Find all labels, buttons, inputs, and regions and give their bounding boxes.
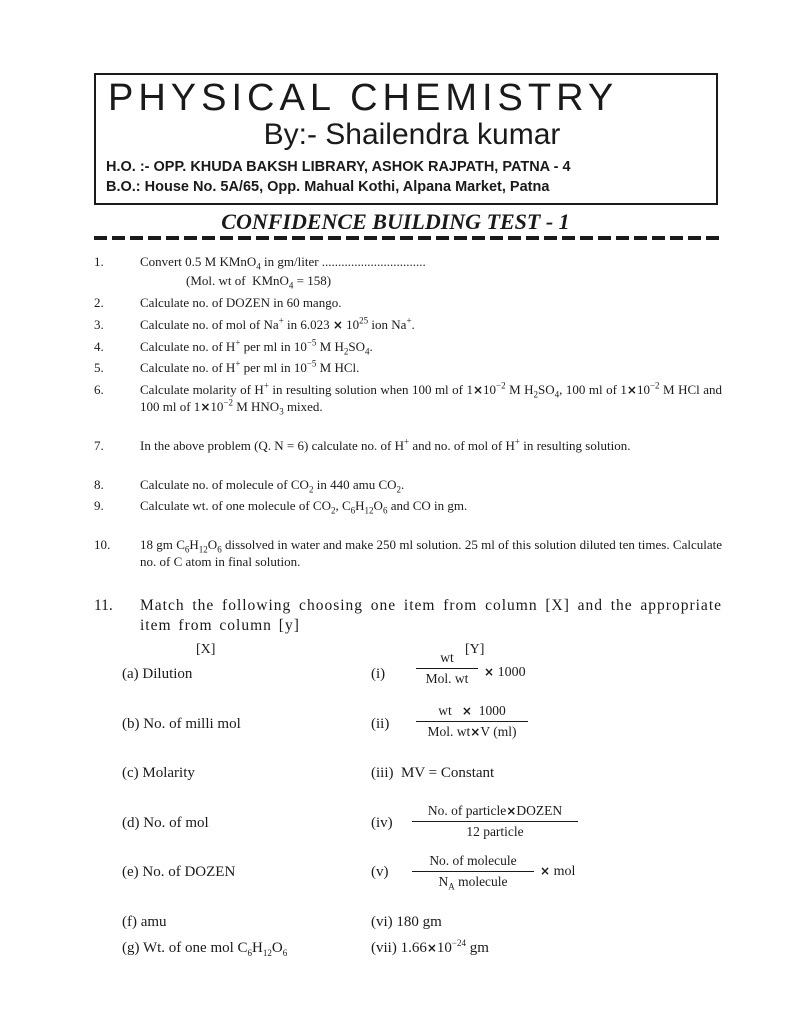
match-left-f: (f) amu <box>122 914 167 930</box>
fraction-denominator: Mol. wt <box>425 671 469 686</box>
question-number: 10. <box>94 537 111 552</box>
question-text: Calculate wt. of one molecule of $CO_2$, $C_6H_{12}O_6$ and CO in gm. <box>140 498 468 516</box>
question-text: Calculate no. of mol of Na+ in $6.023 \times 10^{25}$ ion Na+. <box>140 315 415 332</box>
fraction-numerator: No. of particle×DOZEN <box>427 803 563 818</box>
match-left-c: (c) Molarity <box>122 765 195 781</box>
fraction-v <box>412 853 534 890</box>
question-number: 1. <box>94 254 104 269</box>
match-left-b: (b) No. of milli mol <box>122 716 241 732</box>
match-right-iv-label: (iv) <box>371 815 393 831</box>
question-text: Calculate molarity of H+ in resulting solution when 100 ml of $1\times 10^{-2}$ M $H_2SO_4$, 100 ml of $1\times 10^{-2}$ M HCl and 100 ml of $1\times 10^{-2}$ M $HNO_3$ mixed. <box>140 380 723 417</box>
match-left-a: (a) Dilution <box>122 666 193 682</box>
question-text: Calculate no. of molecule of $CO_2$ in 440 amu $CO_2$. <box>140 477 405 495</box>
question-text: Calculate no. of H+ per ml in $10^{-5}$ M $H_2SO_4$. <box>140 337 373 357</box>
question-text: Match the following choosing one item from column [X] and the appropriate item from column [y] <box>140 597 722 634</box>
match-right-iii-label: (iii) <box>371 765 394 781</box>
match-right-i-suffix: × 1000 <box>484 665 526 680</box>
match-right-vi <box>371 914 442 931</box>
brand-author: By:- Shailendra kumar <box>263 118 561 151</box>
match-right-vi-label: (vi) <box>371 914 393 930</box>
branch-office-address: B.O.: House No. 5A/65, Opp. Mahual Kothi, Alpana Market, Patna <box>106 179 550 195</box>
match-left-g: (g) Wt. of one mol $C_6H_{12}O_6$ <box>122 940 288 958</box>
question-number: 3. <box>94 317 104 332</box>
fraction-i <box>416 650 478 687</box>
fraction-numerator: wt × 1000 <box>438 703 506 718</box>
fraction-denominator: 12 particle <box>466 824 524 839</box>
question-number: 8. <box>94 477 104 492</box>
match-right-ii-label: (ii) <box>371 716 390 732</box>
question-number: 2. <box>94 295 104 310</box>
fraction-bar <box>416 668 478 669</box>
match-right-vii: (vii) $1.66\times 10^{-24}$ gm <box>371 938 489 956</box>
column-x-header: [X] <box>196 642 216 657</box>
fraction-numerator: No. of molecule <box>429 853 517 868</box>
column-y-header: [Y] <box>465 642 485 657</box>
question-subtext: (Mol. wt of KMnO$_4$ = 158) <box>186 273 332 291</box>
brand-title: PHYSICAL CHEMISTRY <box>108 77 619 119</box>
question-text: Calculate no. of DOZEN in 60 mango. <box>140 295 342 310</box>
fraction-numerator: wt <box>440 650 454 665</box>
match-right-v-suffix: × mol <box>540 864 576 879</box>
question-text: 18 gm $C_6H_{12}O_6$ dissolved in water and make 250 ml solution. 25 ml of this solution diluted ten times. Calculate no. of C atom in final solution. <box>140 537 722 569</box>
fraction-denominator: Mol. wt×V (ml) <box>427 724 517 739</box>
question-number: 6. <box>94 382 104 397</box>
match-right-i-label: (i) <box>371 666 386 682</box>
fraction-bar <box>412 821 578 822</box>
header-box <box>94 73 718 205</box>
question-text: Calculate no. of H+ per ml in $10^{-5}$ M HCl. <box>140 358 360 375</box>
match-left-d: (d) No. of mol <box>122 815 209 831</box>
match-left-e: (e) No. of DOZEN <box>122 864 236 880</box>
question-text: Convert 0.5 M KMnO$_4$ in gm/liter ................................ <box>140 254 426 272</box>
question-number: 4. <box>94 339 104 354</box>
fraction-iv <box>412 803 578 840</box>
fraction-denominator: $N_A$ molecule <box>438 874 508 892</box>
head-office-address: H.O. :- OPP. KHUDA BAKSH LIBRARY, ASHOK RAJPATH, PATNA - 4 <box>106 159 571 175</box>
fraction-bar <box>416 721 528 722</box>
match-right-v-label: (v) <box>371 864 389 880</box>
fraction-ii <box>416 703 528 740</box>
question-number: 9. <box>94 498 104 513</box>
dashed-divider <box>94 236 722 240</box>
question-number: 7. <box>94 438 104 453</box>
question-number: 5. <box>94 360 104 375</box>
question-number: 11. <box>94 597 113 614</box>
test-title: CONFIDENCE BUILDING TEST - 1 <box>221 209 570 234</box>
fraction-bar <box>412 871 534 872</box>
match-right-vii-label: (vii) <box>371 940 397 956</box>
question-text: In the above problem (Q. N = 6) calculate no. of H+ and no. of mol of H+ in resulting solution. <box>140 436 631 453</box>
match-right-iii <box>371 765 494 782</box>
match-right-vi-text: 180 gm <box>396 914 442 930</box>
match-right-iii-text: MV = Constant <box>401 765 495 781</box>
